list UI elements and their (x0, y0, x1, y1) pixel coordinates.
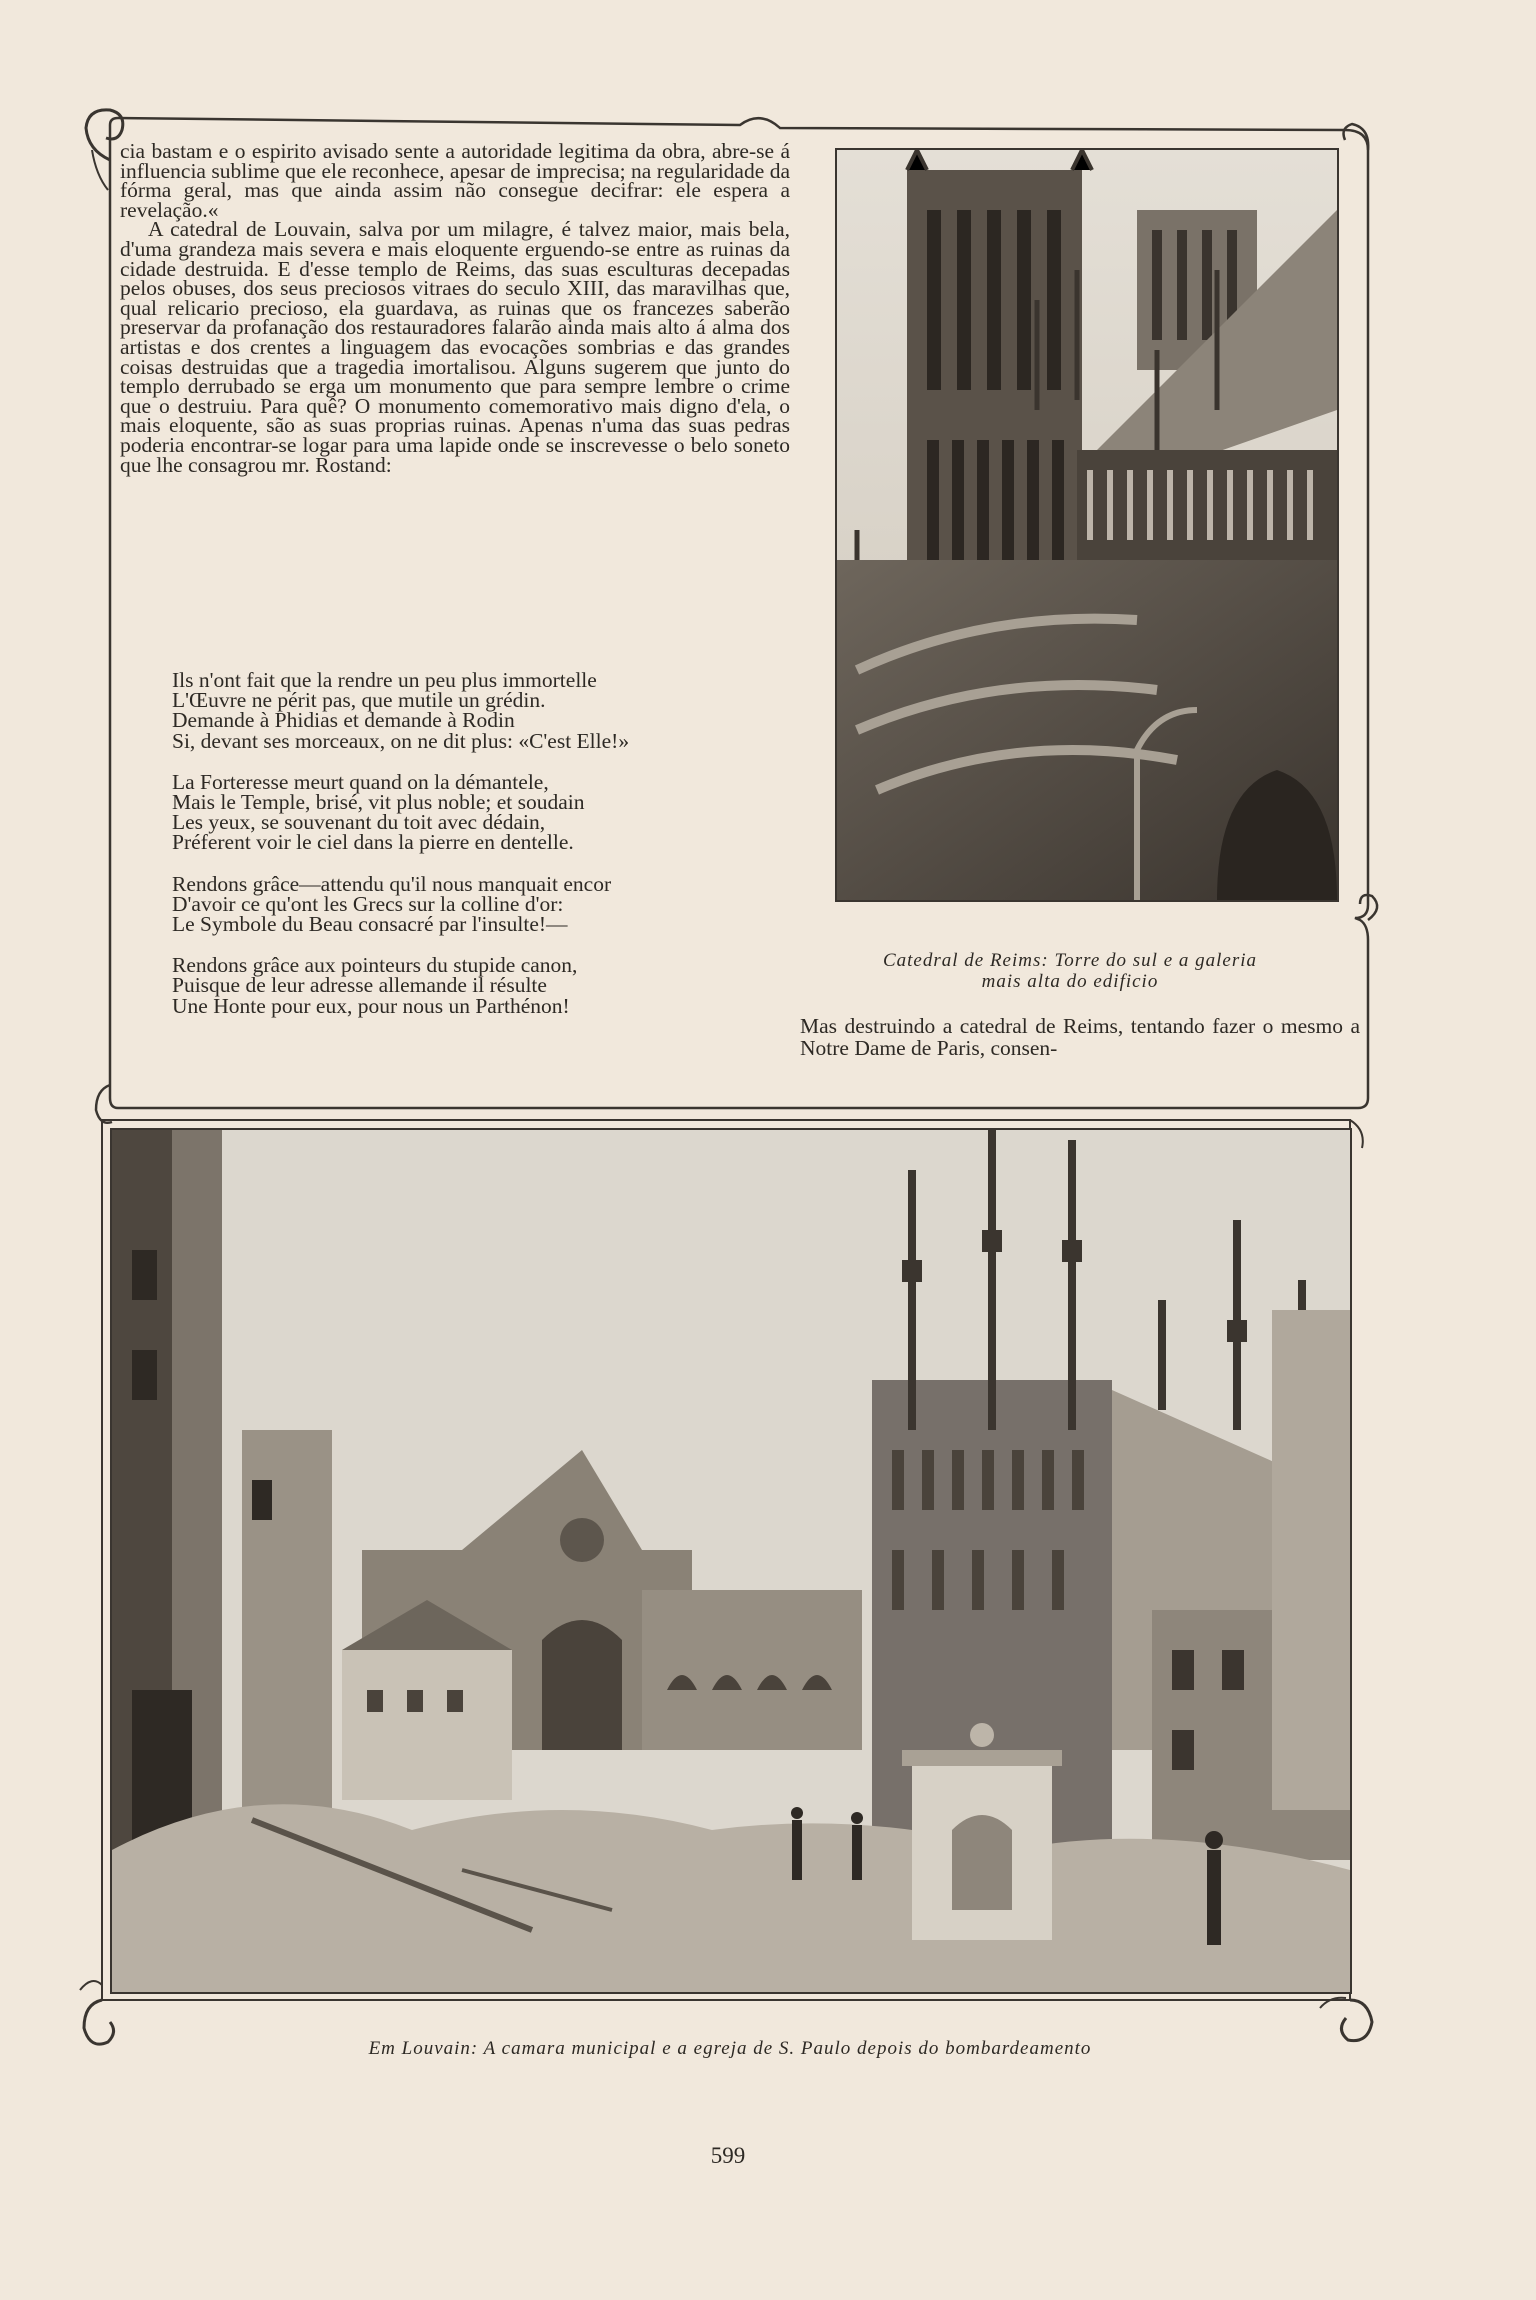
caption-line: mais alta do edificio (981, 971, 1159, 992)
poem-line: Préferent voir le ciel dans la pierre en dentelle. (172, 830, 574, 855)
poem-line: D'avoir ce qu'ont les Grecs sur la colline d'or: (172, 891, 564, 916)
poem-line: Une Honte pour eux, pour nous un Parthénon! (172, 993, 570, 1018)
louvain-photo (110, 1128, 1352, 1994)
reims-photo-caption (800, 950, 1340, 992)
reims-cathedral-illustration (837, 150, 1337, 900)
reims-cathedral-photo (835, 148, 1339, 902)
poem-stanza-3 (172, 871, 782, 937)
poem-line: Mais le Temple, brisé, vit plus noble; et soudain (172, 790, 585, 815)
poem-line: Demande à Phidias et demande à Rodin (172, 708, 515, 733)
poem-line: Si, devant ses morceaux, on ne dit plus: «C'est Elle!» (172, 728, 630, 753)
article-body (120, 139, 790, 477)
poem-line: Rendons grâce aux pointeurs du stupide canon, (172, 953, 578, 978)
louvain-photo-caption: Em Louvain: A camara municipal e a egreja de S. Paulo depois do bombardeamento (368, 2038, 1092, 2059)
article-paragraph-2: A catedral de Louvain, salva por um milagre, é talvez maior, mais bela, d'uma grandeza mais severa e mais eloquente erguendo-se entre as ruinas da cidade destruida. E d'esse templo de Reims, das suas esculturas decepadas pelos obuses, dos seus preciosos vitraes do seculo XIII, das maravilhas que, qual relicario precioso, ela guardava, as ruinas que os francezes saberão preservar da profanação dos restauradores falarão ainda mais alto á alma dos artistas e dos crentes a linguagem das evocações sombrias e das grandes coisas destruidas que a tragedia imortalisou. Alguns sugerem que junto do templo derrubado se erga um monumento que para sempre lembre o crime que o destruiu. Para quê? O monumento comemorativo mais digno d'ela, o mais eloquente, são as suas proprias ruinas. Apenas n'uma das suas pedras poderia encontrar-se logar para uma lapide onde se inscrevesse o belo soneto que lhe consagrou mr. Rostand: (120, 217, 790, 477)
poem-line: Rendons grâce—attendu qu'il nous manquait encor (172, 871, 612, 896)
article-continuation: Mas destruindo a catedral de Reims, tentando fazer o mesmo a Notre Dame de Paris, consen- (800, 1014, 1360, 1060)
page-number: 599 (710, 2143, 746, 2168)
poem-stanza-4 (172, 955, 782, 1016)
poem-stanza-2 (172, 769, 782, 855)
poem-line: L'Œuvre ne périt pas, que mutile un grédin. (172, 688, 546, 713)
poem-line: Les yeux, se souvenant du toit avec dédain, (172, 810, 546, 835)
poem-line: Le Symbole du Beau consacré par l'insulte!— (172, 912, 568, 937)
poem-stanza-1 (172, 670, 782, 751)
poem-line: Ils n'ont fait que la rendre un peu plus immortelle (172, 668, 597, 692)
caption-line: Catedral de Reims: Torre do sul e a galeria (882, 950, 1258, 971)
louvain-town-hall-illustration (112, 1130, 1350, 1992)
poem-line: Puisque de leur adresse allemande il résulte (172, 973, 547, 998)
rostand-sonnet (172, 670, 782, 1037)
poem-line: La Forteresse meurt quand on la démantele, (172, 769, 549, 794)
article-paragraph-1: cia bastam e o espirito avisado sente a autoridade legitima da obra, abre-se á influencia sublime que ele reconhece, apesar de imprecisa; na regularidade da fórma geral, mas que ainda assim não consegue decifrar: ele espera a revelação.« (120, 139, 790, 222)
